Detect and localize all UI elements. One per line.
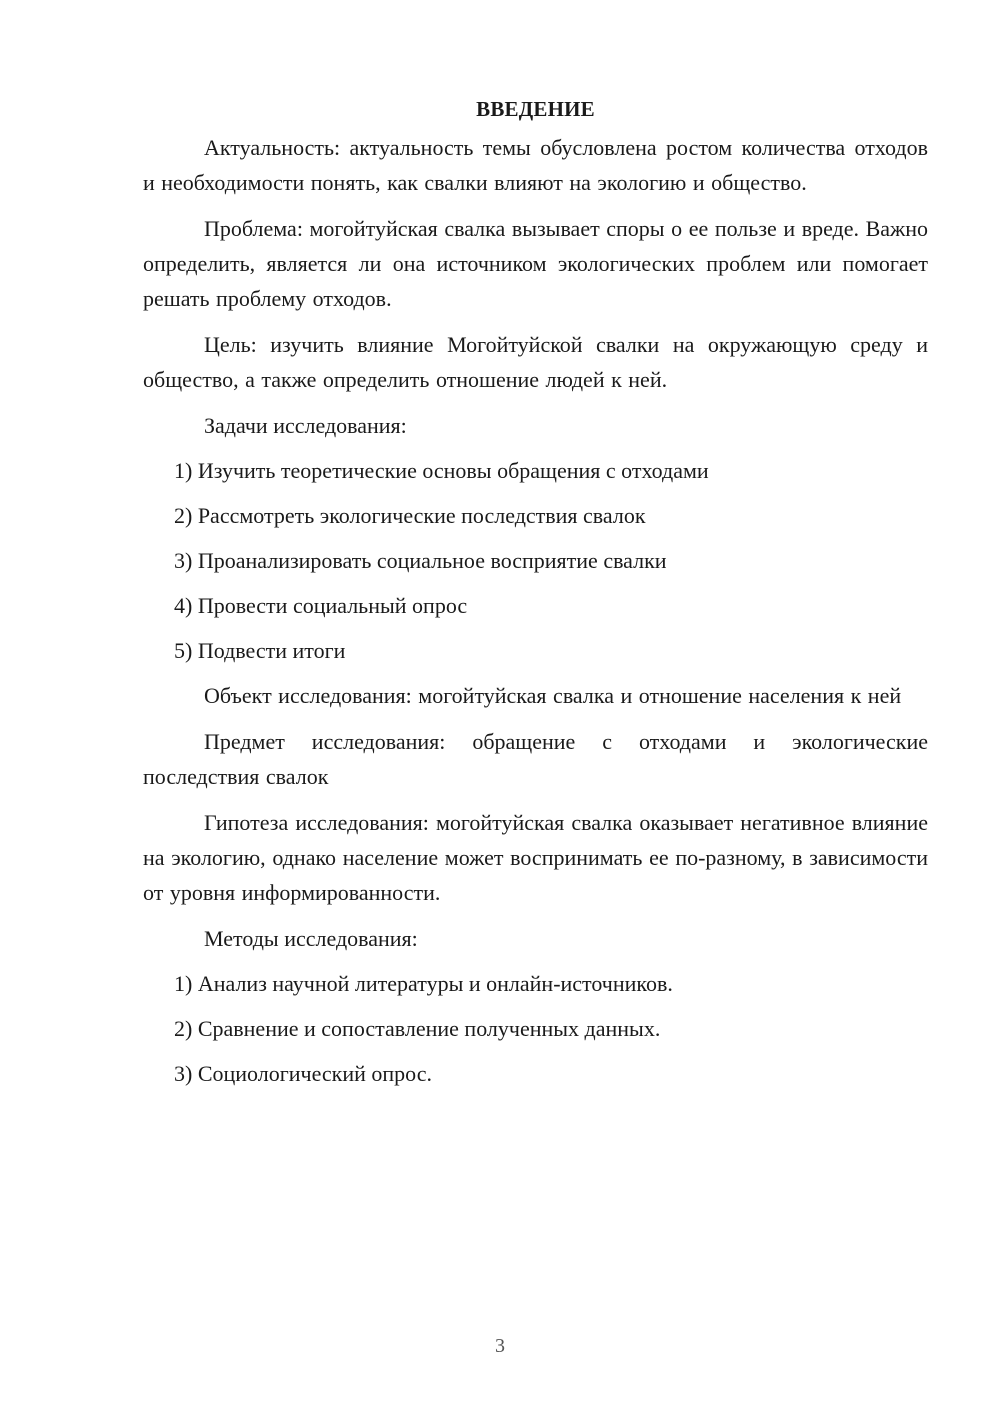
hypothesis-paragraph: Гипотеза исследования: могойтуйская свалка оказывает негативное влияние на экологию, однако население может воспринимать ее по-разному, в зависимости от уровня информированности.: [143, 810, 928, 905]
task-item: 5) Подвести итоги: [174, 638, 346, 663]
page-number: 3: [495, 1335, 505, 1357]
tasks-heading: Задачи исследования:: [204, 413, 407, 438]
subject-paragraph: Предмет исследования: обращение с отходами и экологические последствия свалок: [143, 729, 928, 789]
page-title: ВВЕДЕНИЕ: [476, 97, 595, 121]
task-item: 1) Изучить теоретические основы обращения с отходами: [174, 458, 709, 483]
document-page: [143, 92, 928, 1101]
problem-paragraph: Проблема: могойтуйская свалка вызывает споры о ее пользе и вреде. Важно определить, является ли она источником экологических проблем или помогает решать проблему отходов.: [143, 216, 928, 311]
method-item: 3) Социологический опрос.: [174, 1061, 432, 1086]
method-item: 2) Сравнение и сопоставление полученных данных.: [174, 1016, 661, 1041]
task-item: 4) Провести социальный опрос: [174, 593, 468, 618]
task-item: 2) Рассмотреть экологические последствия свалок: [174, 503, 646, 528]
goal-paragraph: Цель: изучить влияние Могойтуйской свалки на окружающую среду и общество, а также определить отношение людей к ней.: [143, 332, 928, 392]
tasks-list: [143, 453, 928, 668]
methods-heading: Методы исследования:: [204, 926, 418, 951]
method-item: 1) Анализ научной литературы и онлайн-источников.: [174, 971, 673, 996]
object-paragraph: Объект исследования: могойтуйская свалка и отношение населения к ней: [204, 683, 902, 708]
methods-list: [143, 966, 928, 1091]
task-item: 3) Проанализировать социальное восприятие свалки: [174, 548, 667, 573]
relevance-paragraph: Актуальность: актуальность темы обусловлена ростом количества отходов и необходимости понять, как свалки влияют на экологию и общество.: [143, 135, 928, 195]
